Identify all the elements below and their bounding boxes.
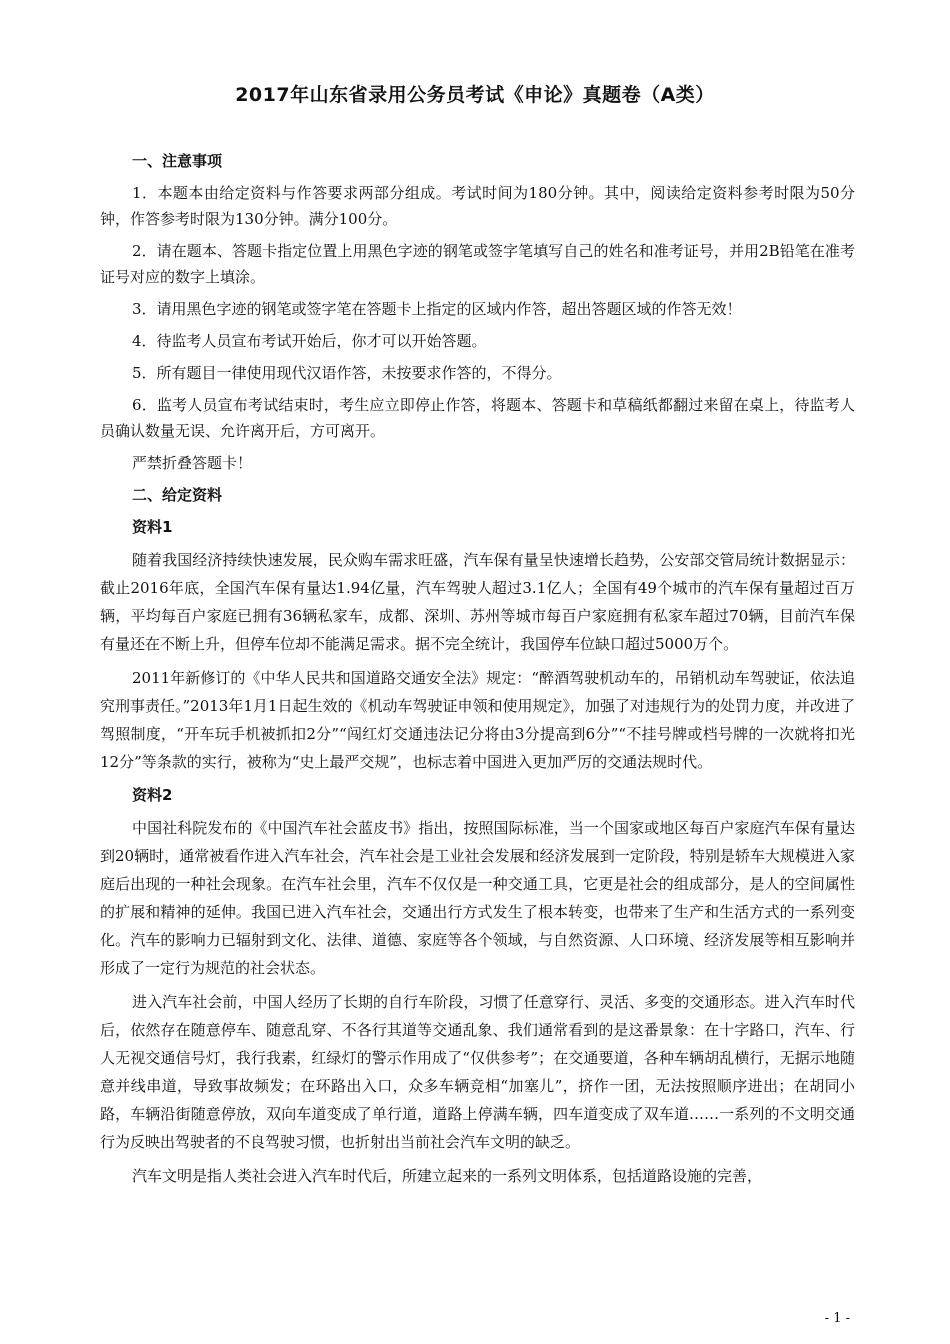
section-heading-materials: 二、给定资料: [132, 486, 223, 504]
document-title: 2017年山东省录用公务员考试《申论》真题卷（A类）: [235, 84, 715, 106]
notice-item: 4．待监考人员宣布考试开始后，你才可以开始答题。: [132, 332, 487, 350]
notice-item: 5．所有题目一律使用现代汉语作答，未按要求作答的，不得分。: [132, 364, 562, 382]
material-paragraph: 进入汽车社会前，中国人经历了长期的自行车阶段，习惯了任意穿行、灵活、多变的交通形态。进入汽车时代后，依然存在随意停车、随意乱穿、不各行其道等交通乱象、我们通常看到的是这番景象：在十字路口，汽车、行人无视交通信号灯，我行我素，红绿灯的警示作用成了“仅供参考”；在交通要道，各种车辆胡乱横行，无据示地随意并线串道，导致事故频发；在环路出入口，众多车辆竞相“加塞儿”，挤作一团，无法按照顺序进出；在胡同小路，车辆沿街随意停放，双向车道变成了单行道，道路上停满车辆，四车道变成了双车道……一系列的不文明交通行为反映出驾驶者的不良驾驶习惯，也折射出当前社会汽车文明的缺乏。: [100, 993, 855, 1151]
material-paragraph: 汽车文明是指人类社会进入汽车时代后，所建立起来的一系列文明体系，包括道路设施的完善，: [132, 1167, 763, 1185]
warning-text: 严禁折叠答题卡！: [132, 454, 253, 472]
notice-item: 2．请在题本、答题卡指定位置上用黑色字迹的钢笔或签字笔填写自己的姓名和准考证号，并用2B铅笔在准考证号对应的数字上填涂。: [100, 242, 855, 286]
section-heading-notices: 一、注意事项: [132, 152, 223, 170]
notice-item: 1．本题本由给定资料与作答要求两部分组成。考试时间为180分钟。其中，阅读给定资料参考时限为50分钟，作答参考时限为130分钟。满分100分。: [100, 184, 855, 228]
document-body: [100, 148, 855, 1196]
material-heading: 资料2: [132, 786, 173, 804]
material-paragraph: 2011年新修订的《中华人民共和国道路交通安全法》规定：“醉酒驾驶机动车的，吊销机动车驾驶证，依法追究刑事责任。”2013年1月1日起生效的《机动车驾驶证申领和使用规定》，加强了对违规行为的处罚力度，并改进了驾照制度，“开车玩手机被抓扣2分”“闯红灯交通违法记分将由3分提高到6分”“不挂号牌或档号牌的一次就将扣光12分”等条款的实行，被称为“史上最严交规”，也标志着中国进入更加严厉的交通法规时代。: [100, 669, 855, 771]
page-number: - 1 -: [824, 1311, 850, 1326]
material-paragraph: 随着我国经济持续快速发展，民众购车需求旺盛，汽车保有量呈快速增长趋势，公安部交管局统计数据显示：截止2016年底，全国汽车保有量达1.94亿量，汽车驾驶人超过3.1亿人；全国有49个城市的汽车保有量超过百万辆，平均每百户家庭已拥有36辆私家车，成都、深圳、苏州等城市每百户家庭拥有私家车超过70辆，目前汽车保有量还在不断上升，但停车位却不能满足需求。据不完全统计，我国停车位缺口超过5000万个。: [100, 551, 855, 653]
notice-item: 3．请用黑色字迹的钢笔或签字笔在答题卡上指定的区域内作答，超出答题区域的作答无效！: [132, 300, 742, 318]
material-paragraph: 中国社科院发布的《中国汽车社会蓝皮书》指出，按照国际标准，当一个国家或地区每百户家庭汽车保有量达到20辆时，通常被看作进入汽车社会，汽车社会是工业社会发展和经济发展到一定阶段，特别是轿车大规模进入家庭后出现的一种社会现象。在汽车社会里，汽车不仅仅是一种交通工具，它更是社会的组成部分，是人的空间属性的扩展和精神的延伸。我国已进入汽车社会，交通出行方式发生了根本转变，也带来了生产和生活方式的一系列变化。汽车的影响力已辐射到文化、法律、道德、家庭等各个领域，与自然资源、人口环境、经济发展等相互影响并形成了一定行为规范的社会状态。: [100, 819, 855, 977]
notice-item: 6．监考人员宣布考试结束时，考生应立即停止作答，将题本、答题卡和草稿纸都翻过来留在桌上，待监考人员确认数量无误、允许离开后，方可离开。: [100, 396, 855, 440]
material-heading: 资料1: [132, 518, 173, 536]
